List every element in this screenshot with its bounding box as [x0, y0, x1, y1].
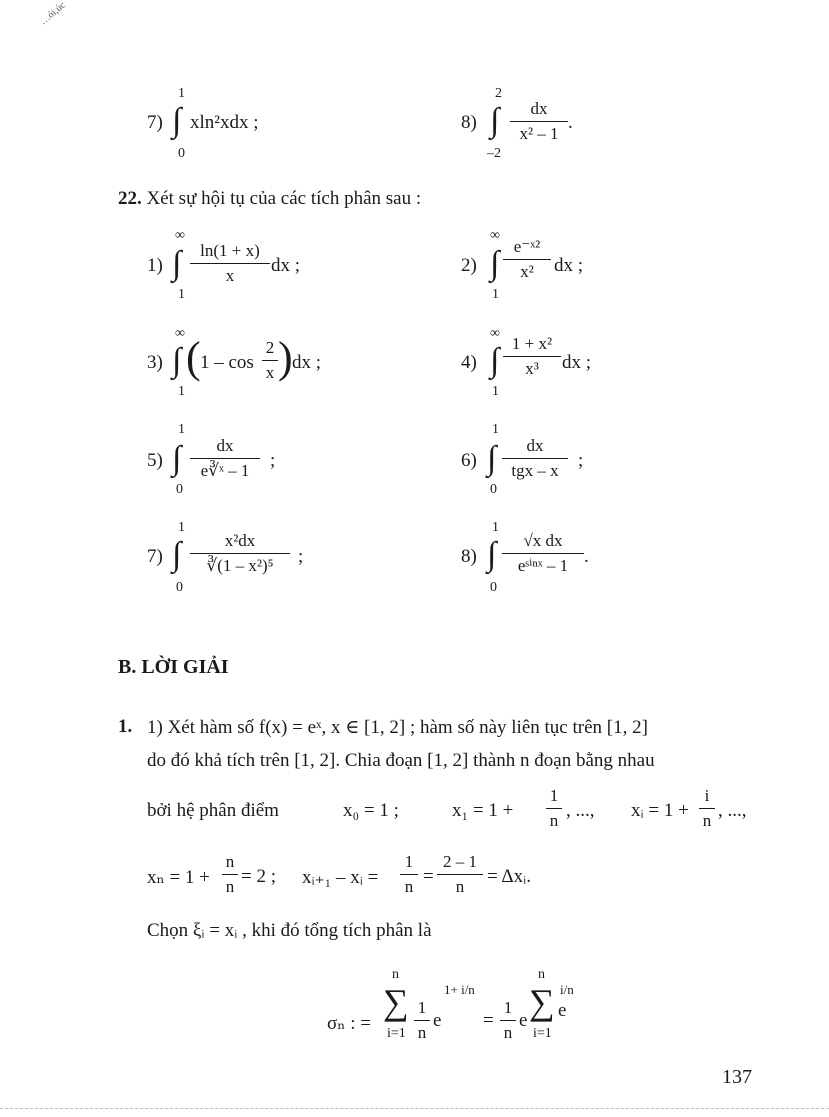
solution-number: 1.	[118, 716, 133, 737]
lower-limit: 1	[492, 384, 499, 399]
denominator: x²	[520, 262, 534, 281]
tail: .	[568, 112, 573, 133]
numerator: √x dx	[523, 531, 563, 550]
integral-sign: ∫	[172, 245, 182, 282]
sum-lower-2: i=1	[533, 1026, 552, 1041]
item-label: 1)	[147, 255, 163, 276]
item-label: 2)	[461, 255, 477, 276]
item-label: 8)	[461, 546, 477, 567]
left-paren: (	[186, 333, 201, 382]
sum-upper: n	[392, 967, 399, 982]
denominator: n	[549, 811, 559, 830]
fraction	[502, 530, 584, 577]
integral-sign: ∫	[172, 536, 182, 573]
sum-upper-2: n	[538, 967, 545, 982]
numerator: 2	[265, 338, 275, 357]
sum-eq: =	[483, 1010, 494, 1031]
upper-limit: ∞	[175, 326, 185, 341]
denominator: n	[455, 877, 465, 896]
denominator: ∛(1 – x²)⁵	[206, 556, 274, 575]
integral-sign: ∫	[490, 102, 500, 139]
numerator: dx	[530, 99, 548, 118]
upper-limit: 1	[178, 520, 185, 535]
numerator: x²dx	[224, 531, 256, 550]
corner-stamp: …ỏi,ủc	[37, 0, 68, 28]
lower-limit: 0	[176, 482, 183, 497]
sum-exp-base-3: e	[558, 1000, 567, 1021]
lower-limit: 0	[490, 580, 497, 595]
solution-line-1: 1) Xét hàm số f(x) = eˣ, x ∈ [1, 2] ; hàm số này liên tục trên [1, 2]	[147, 717, 648, 738]
upper-limit: ∞	[490, 228, 500, 243]
page-number: 137	[722, 1066, 752, 1088]
numerator: i	[704, 786, 710, 805]
lower-limit: 1	[492, 287, 499, 302]
solutions-heading: B. LỜI GIẢI	[118, 656, 229, 678]
sum-exp-power-2: i/n	[560, 982, 574, 997]
lower-limit: 1	[178, 384, 185, 399]
lower-limit: 0	[490, 482, 497, 497]
numerator: 1 + x²	[511, 334, 553, 353]
item-label: 4)	[461, 352, 477, 373]
sigma-symbol: ∑	[383, 982, 409, 1022]
numerator: 1	[549, 786, 559, 805]
sum-exp-base: e	[433, 1010, 442, 1031]
line3-text: bởi hệ phân điểm	[147, 800, 279, 821]
sum-coef-2	[500, 997, 516, 1044]
integral-sign: ∫	[172, 342, 182, 379]
numerator: 1	[417, 998, 427, 1017]
lower-limit: 1	[178, 287, 185, 302]
upper-limit: ∞	[490, 326, 500, 341]
line3-xi-fraction	[699, 785, 715, 832]
tail: .	[584, 546, 589, 567]
integral-sign: ∫	[172, 440, 182, 477]
integral-sign: ∫	[490, 245, 500, 282]
item-label: 5)	[147, 450, 163, 471]
fraction	[503, 333, 561, 380]
fraction	[190, 240, 270, 287]
line3-mid: , ...,	[566, 800, 595, 821]
tail: ;	[270, 450, 276, 471]
tail: dx ;	[562, 352, 592, 373]
fraction	[190, 435, 260, 482]
line3-end: , ...,	[718, 800, 747, 821]
upper-limit: ∞	[175, 228, 185, 243]
sum-exp-base-2: e	[519, 1010, 528, 1031]
upper-limit: 1	[178, 422, 185, 437]
line4-fraction-2	[437, 851, 483, 898]
upper-limit: 2	[495, 86, 502, 101]
numerator: dx	[526, 436, 544, 455]
denominator: x³	[525, 359, 539, 378]
numerator: 1	[503, 998, 513, 1017]
line3-x1: x₁ = 1 +	[452, 800, 514, 821]
line4-diff: xᵢ₊₁ – xᵢ =	[302, 867, 379, 888]
lower-limit: –2	[487, 146, 501, 161]
numerator: 1	[404, 852, 414, 871]
line4-eq: =	[423, 866, 434, 887]
fraction	[262, 337, 278, 384]
sum-coef	[414, 997, 430, 1044]
denominator: n	[503, 1023, 513, 1042]
fraction	[190, 530, 290, 577]
denominator: n	[225, 877, 235, 896]
line4-xn-value: = 2 ;	[241, 866, 276, 887]
integral-sign: ∫	[172, 102, 182, 139]
sum-exp-power: 1+ i/n	[444, 982, 475, 997]
lower-limit: 0	[176, 580, 183, 595]
sigma-symbol-2: ∑	[529, 982, 555, 1022]
problem-number: 22.	[118, 188, 142, 209]
integral-sign: ∫	[487, 440, 497, 477]
item-label: 7)	[147, 546, 163, 567]
denominator: x	[265, 363, 275, 382]
numerator: e⁻ˣ²	[513, 237, 541, 256]
upper-limit: 1	[492, 422, 499, 437]
fraction	[502, 435, 568, 482]
tail: dx ;	[292, 352, 322, 373]
line3-xi: xᵢ = 1 +	[631, 800, 689, 821]
tail: ;	[298, 546, 304, 567]
line3-x1-fraction	[546, 785, 562, 832]
numerator: n	[225, 852, 235, 871]
right-paren: )	[278, 333, 293, 382]
numerator: 2 – 1	[443, 852, 477, 871]
line3-x0: x₀ = 1 ;	[343, 800, 399, 821]
denominator: tgx – x	[511, 461, 559, 480]
expression: 1 – cos	[200, 352, 254, 373]
item-label: 3)	[147, 352, 163, 373]
tail: dx ;	[271, 255, 301, 276]
solution-line-2: do đó khả tích trên [1, 2]. Chia đoạn [1, 2] thành n đoạn bằng nhau	[147, 750, 655, 771]
problem-22-heading	[118, 188, 421, 210]
denominator: e∛ˣ – 1	[200, 461, 250, 480]
denominator: eˢⁱⁿˣ – 1	[517, 556, 569, 575]
integrand: xln²xdx ;	[190, 112, 259, 133]
numerator: dx	[216, 436, 234, 455]
fraction	[503, 236, 551, 283]
page-edge	[0, 1108, 829, 1109]
lower-limit: 0	[178, 146, 185, 161]
problem-title: Xét sự hội tụ của các tích phân sau :	[146, 188, 422, 209]
line4-xn: xₙ = 1 +	[147, 867, 210, 888]
denominator: n	[702, 811, 712, 830]
item-label: 6)	[461, 450, 477, 471]
integral-sign: ∫	[487, 536, 497, 573]
line4-fraction-1	[400, 851, 418, 898]
sum-lhs: σₙ : =	[327, 1013, 371, 1034]
upper-limit: 1	[492, 520, 499, 535]
tail: ;	[578, 450, 584, 471]
item-label: 7)	[147, 112, 163, 133]
sum-lower: i=1	[387, 1026, 406, 1041]
solution-line-5: Chọn ξᵢ = xᵢ , khi đó tổng tích phân là	[147, 920, 432, 941]
denominator: n	[404, 877, 414, 896]
item-label: 8)	[461, 112, 477, 133]
denominator: x	[225, 266, 235, 285]
denominator: x² – 1	[519, 124, 559, 143]
denominator: n	[417, 1023, 427, 1042]
tail: dx ;	[554, 255, 584, 276]
line4-end: = Δxᵢ.	[487, 866, 531, 887]
upper-limit: 1	[178, 86, 185, 101]
integral-sign: ∫	[490, 342, 500, 379]
numerator: ln(1 + x)	[200, 241, 260, 260]
line4-xn-fraction	[222, 851, 238, 898]
fraction	[510, 98, 568, 145]
